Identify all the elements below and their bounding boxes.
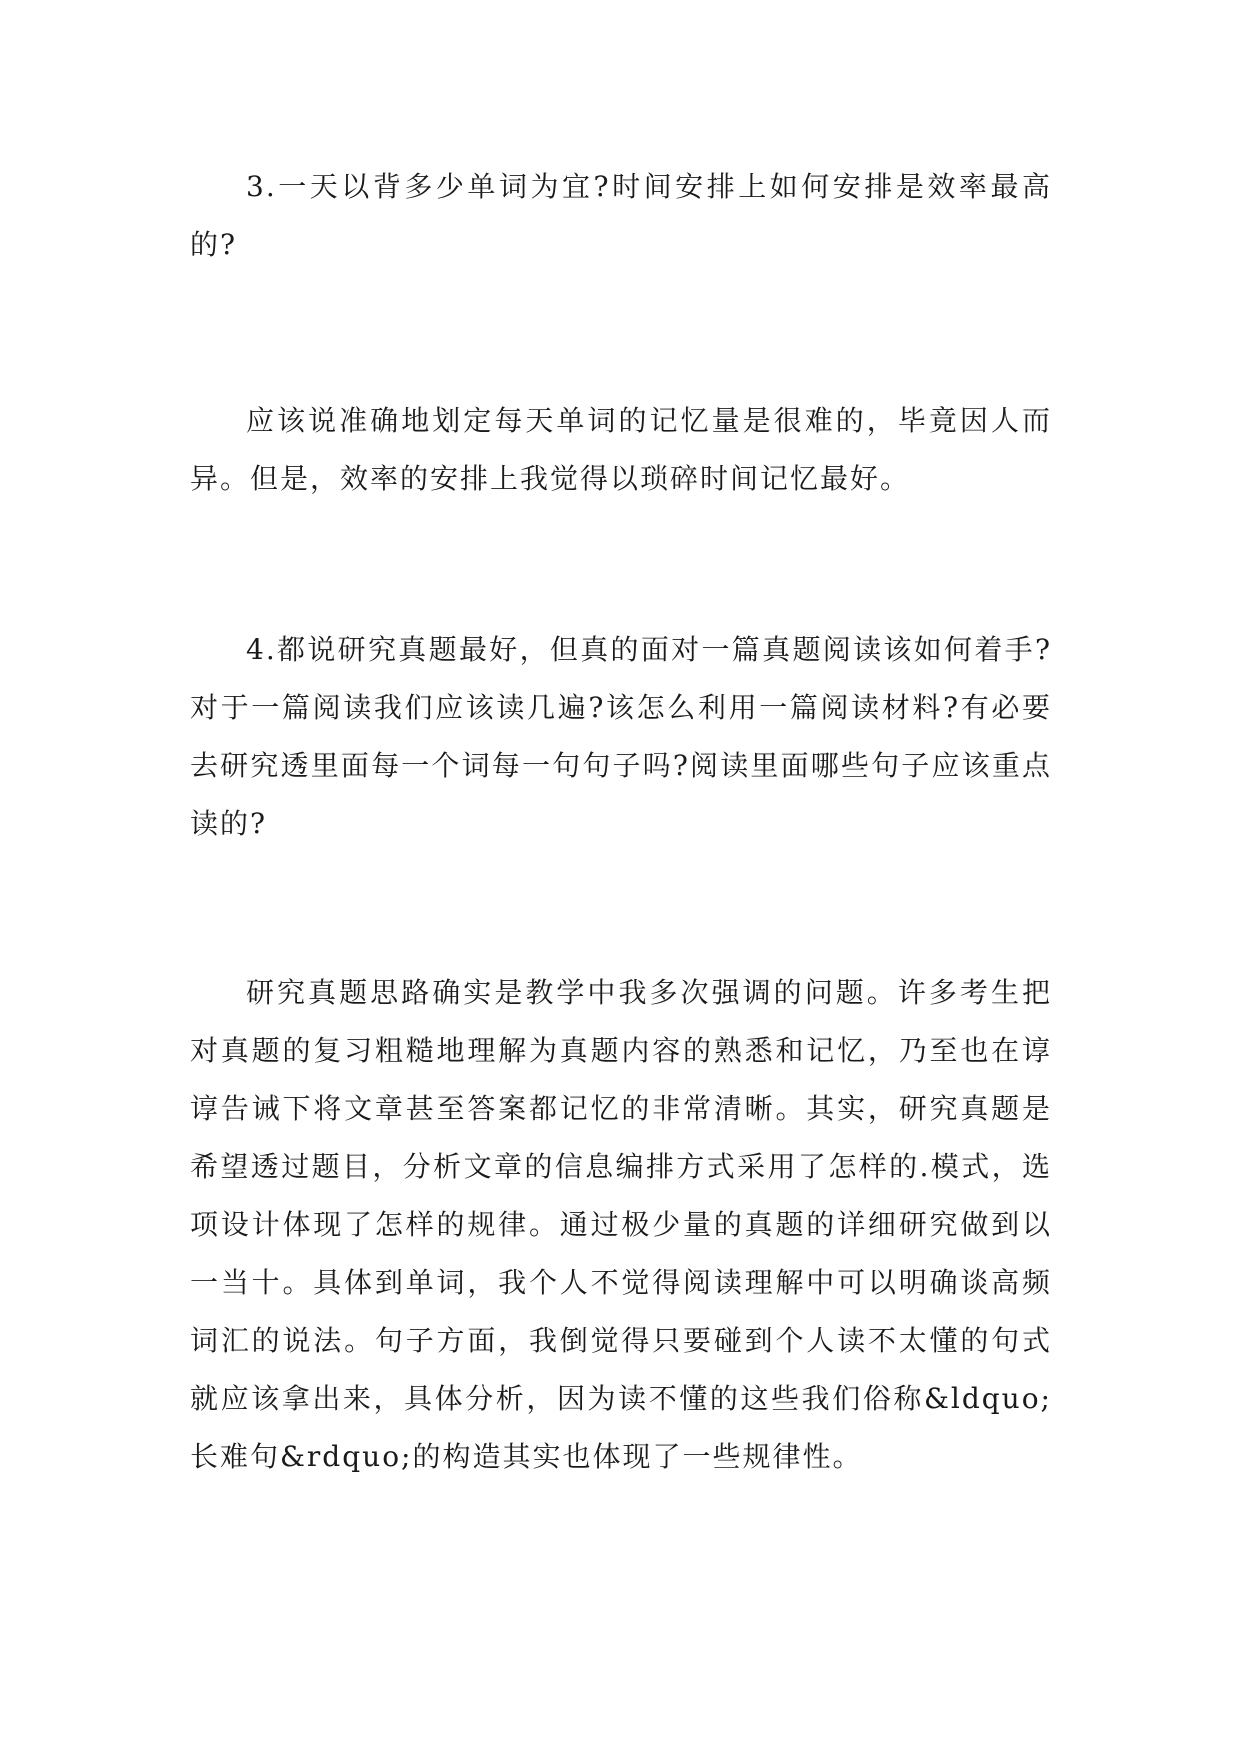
- answer-4-paragraph: 研究真题思路确实是教学中我多次强调的问题。许多考生把对真题的复习粗糙地理解为真题内容的熟悉和记忆，乃至也在谆谆告诫下将文章甚至答案都记忆的非常清晰。其实，研究真题是希望透过题目，分析文章的信息编排方式采用了怎样的.模式，选项设计体现了怎样的规律。通过极少量的真题的详细研究做到以一当十。具体到单词，我个人不觉得阅读理解中可以明确谈高频词汇的说法。句子方面，我倒觉得只要碰到个人读不太懂的句式就应该拿出来，具体分析，因为读不懂的这些我们俗称&ldquo;长难句&rdquo;的构造其实也体现了一些规律性。: [190, 976, 1052, 1473]
- question-3-paragraph: 3.一天以背多少单词为宜?时间安排上如何安排是效率最高的?: [190, 170, 1052, 261]
- question-4-paragraph: 4.都说研究真题最好，但真的面对一篇真题阅读该如何着手?对于一篇阅读我们应该读几遍?该怎么利用一篇阅读材料?有必要去研究透里面每一个词每一句句子吗?阅读里面哪些句子应该重点读的?: [190, 633, 1052, 840]
- answer-3-paragraph: 应该说准确地划定每天单词的记忆量是很难的，毕竟因人而异。但是，效率的安排上我觉得以琐碎时间记忆最好。: [190, 404, 1052, 495]
